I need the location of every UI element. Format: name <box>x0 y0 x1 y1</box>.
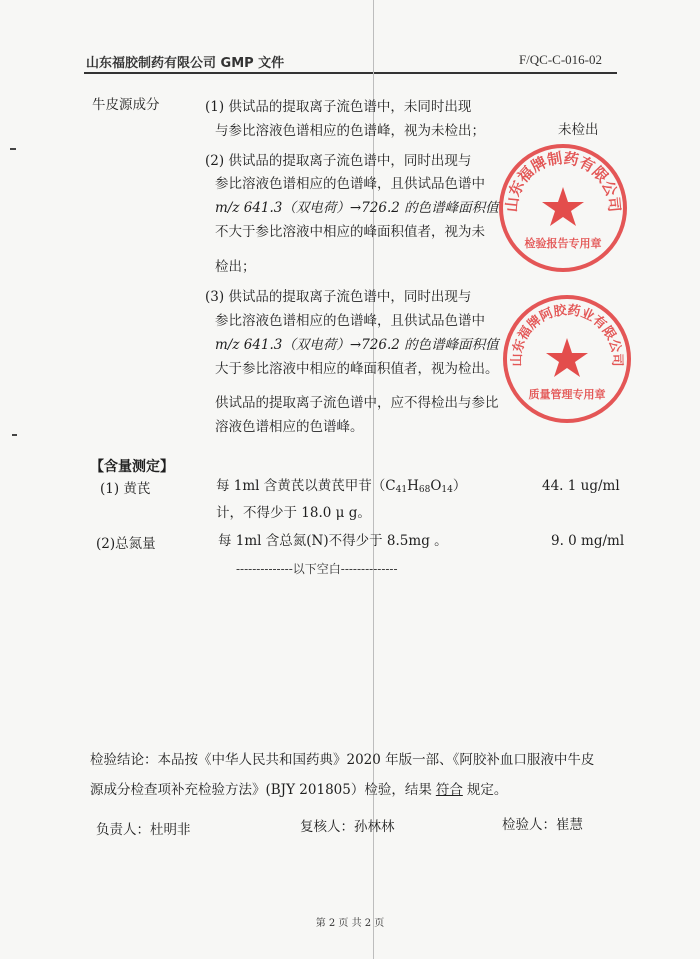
conclusion-line-2 <box>90 778 507 798</box>
criteria-line: 不大于参比溶液中相应的峰面积值者，视为未 <box>215 224 485 240</box>
criteria-line: 参比溶液色谱相应的色谱峰，且供试品色谱中 <box>215 176 485 192</box>
scan-mark <box>10 148 16 150</box>
criteria-line: m/z 641.3（双电荷）→726.2 的色谱峰面积值 <box>215 200 499 216</box>
spec-text: ） <box>452 478 467 494</box>
conclusion-verdict: 符合 <box>435 782 463 798</box>
header-rule <box>84 72 617 74</box>
seal-bottom-text: 检验报告专用章 <box>524 237 602 250</box>
conclusion-text: 源成分检查项补充检验方法》(BJY 201805）检验，结果 <box>90 782 432 798</box>
page-number: 第 2 页 共 2 页 <box>315 918 385 929</box>
total-nitrogen-spec: 每 1ml 含总氮(N)不得少于 8.5mg 。 <box>218 533 448 549</box>
total-nitrogen-label: (2)总氮量 <box>96 536 156 552</box>
criteria-line: 大于参比溶液中相应的峰面积值者，视为检出。 <box>215 361 499 377</box>
astragalus-label: (1) 黄芪 <box>100 481 151 497</box>
formula-subscript: 14 <box>441 485 453 495</box>
document-code: F/QC-C-016-02 <box>518 52 602 67</box>
scan-mark <box>12 434 17 436</box>
assay-section-title: 【含量测定】 <box>90 459 174 475</box>
inspector: 检验人：崔慧 <box>502 817 583 833</box>
end-of-content-marker: --------------以下空白-------------- <box>236 562 398 576</box>
formula-subscript: 41 <box>395 485 408 495</box>
bovine-result: 未检出 <box>558 122 599 138</box>
formula-subscript: 68 <box>418 485 431 495</box>
criteria-line: 检出； <box>215 259 256 275</box>
criteria-line: 溶液色谱相应的色谱峰。 <box>215 419 364 435</box>
astragalus-spec-line1 <box>216 478 466 498</box>
quality-management-seal-icon <box>500 292 634 426</box>
seal-bottom-text: 质量管理专用章 <box>528 388 606 401</box>
inspection-report-seal-icon <box>496 141 630 275</box>
spec-text: O <box>430 478 442 494</box>
criteria-line: (1) 供试品的提取离子流色谱中，未同时出现 <box>205 99 472 115</box>
criteria-line: (2) 供试品的提取离子流色谱中，同时出现与 <box>205 153 472 169</box>
seal-arc-text: 山东福牌阿胶药业有限公司 <box>509 303 625 367</box>
criteria-line: 供试品的提取离子流色谱中，应不得检出与参比 <box>215 395 499 411</box>
criteria-line: m/z 641.3（双电荷）→726.2 的色谱峰面积值 <box>215 337 499 353</box>
conclusion-line-1: 检验结论：本品按《中华人民共和国药典》2020 年版一部、《阿胶补血口服液中牛皮 <box>90 752 595 768</box>
total-nitrogen-result: 9. 0 mg/ml <box>551 533 625 549</box>
responsible-person: 负责人：杜明非 <box>96 822 191 838</box>
astragalus-spec-line2: 计，不得少于 18.0 μ g。 <box>216 505 371 521</box>
criteria-line: 参比溶液色谱相应的色谱峰，且供试品色谱中 <box>215 313 485 329</box>
seal-arc-text: 山东福牌制药有限公司 <box>502 149 624 213</box>
spec-text: H <box>407 478 419 494</box>
astragalus-result: 44. 1 ug/ml <box>542 478 620 494</box>
bovine-source-label: 牛皮源成分 <box>92 97 160 113</box>
criteria-line: 与参比溶液色谱相应的色谱峰，视为未检出； <box>215 123 485 139</box>
spec-text: 每 1ml 含黄芪以黄芪甲苷（C <box>216 478 396 494</box>
company-header-title: 山东福胶制药有限公司 GMP 文件 <box>86 56 285 71</box>
criteria-line: (3) 供试品的提取离子流色谱中，同时出现与 <box>205 289 472 305</box>
conclusion-text: 规定。 <box>466 782 508 798</box>
reviewer: 复核人：孙林林 <box>300 819 395 835</box>
